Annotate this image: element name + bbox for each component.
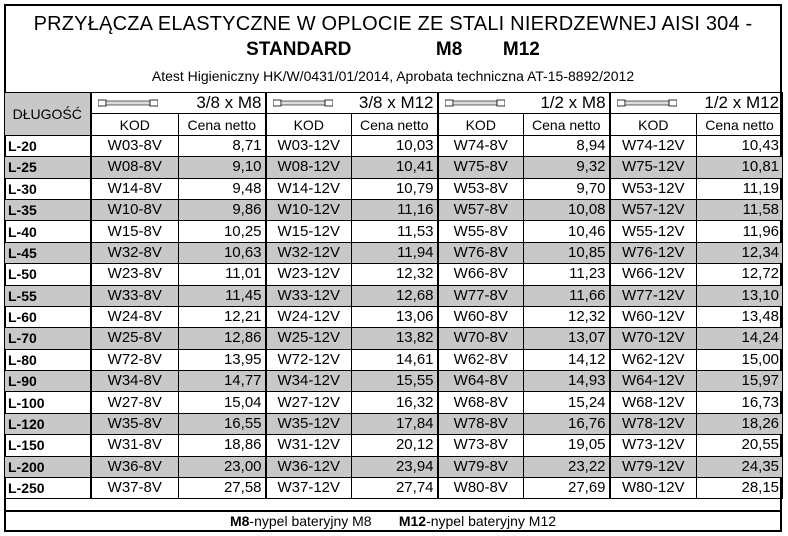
- kod-cell: W74-8V: [438, 135, 524, 156]
- kod-header: KOD: [438, 114, 524, 135]
- kod-cell: W73-8V: [438, 435, 524, 456]
- price-cell: 11,66: [524, 285, 610, 306]
- kod-cell: W34-12V: [266, 371, 352, 392]
- length-cell: L-50: [5, 264, 91, 285]
- footer-legend: [4, 510, 782, 532]
- price-cell: 12,32: [352, 264, 438, 285]
- hose-icon: [617, 99, 677, 107]
- price-cell: 19,05: [524, 435, 610, 456]
- kod-cell: W76-8V: [438, 242, 524, 263]
- length-cell: L-150: [5, 435, 91, 456]
- price-cell: 14,93: [524, 371, 610, 392]
- price-cell: 10,08: [524, 199, 610, 220]
- product-name: 3/8 x M8: [196, 93, 262, 113]
- title-standard: STANDARD: [246, 39, 352, 60]
- product-header: [610, 93, 783, 114]
- kod-cell: W31-12V: [266, 435, 352, 456]
- footer-m8-code: M8: [229, 513, 250, 529]
- price-cell: 11,19: [697, 178, 783, 199]
- hose-icon: [98, 99, 158, 107]
- kod-cell: W55-8V: [438, 221, 524, 242]
- kod-header: KOD: [266, 114, 352, 135]
- price-cell: 16,32: [352, 392, 438, 413]
- kod-cell: W14-12V: [266, 178, 352, 199]
- length-cell: L-70: [5, 328, 91, 349]
- price-header: Cena netto: [179, 114, 266, 135]
- price-cell: 8,94: [524, 135, 610, 156]
- table-row: [5, 456, 783, 477]
- kod-cell: W80-12V: [610, 478, 697, 499]
- price-cell: 10,46: [524, 221, 610, 242]
- kod-cell: W15-12V: [266, 221, 352, 242]
- price-cell: 24,35: [697, 456, 783, 477]
- kod-cell: W53-12V: [610, 178, 697, 199]
- kod-cell: W79-12V: [610, 456, 697, 477]
- price-header: Cena netto: [697, 114, 783, 135]
- price-cell: 10,25: [179, 221, 266, 242]
- kod-cell: W32-12V: [266, 242, 352, 263]
- kod-cell: W53-8V: [438, 178, 524, 199]
- kod-cell: W80-8V: [438, 478, 524, 499]
- kod-cell: W74-12V: [610, 135, 697, 156]
- kod-cell: W78-12V: [610, 413, 697, 434]
- kod-cell: W10-12V: [266, 199, 352, 220]
- price-cell: 15,00: [697, 349, 783, 370]
- price-cell: 13,06: [352, 306, 438, 327]
- price-cell: 11,53: [352, 221, 438, 242]
- price-cell: 11,45: [179, 285, 266, 306]
- kod-cell: W70-12V: [610, 328, 697, 349]
- kod-cell: W15-8V: [91, 221, 179, 242]
- length-cell: L-80: [5, 349, 91, 370]
- length-cell: L-90: [5, 371, 91, 392]
- kod-cell: W37-12V: [266, 478, 352, 499]
- price-cell: 10,63: [179, 242, 266, 263]
- kod-cell: W08-12V: [266, 157, 352, 178]
- kod-cell: W66-8V: [438, 264, 524, 285]
- price-cell: 13,07: [524, 328, 610, 349]
- price-cell: 9,70: [524, 178, 610, 199]
- kod-cell: W36-8V: [91, 456, 179, 477]
- price-cell: 10,85: [524, 242, 610, 263]
- title-line-1: PRZYŁĄCZA ELASTYCZNE W OPLOCIE ZE STALI NIERDZEWNEJ AISI 304 -: [33, 13, 753, 35]
- length-cell: L-100: [5, 392, 91, 413]
- kod-cell: W32-8V: [91, 242, 179, 263]
- title-m12: M12: [502, 39, 540, 60]
- table-row: [5, 199, 783, 220]
- price-cell: 27,69: [524, 478, 610, 499]
- length-cell: L-120: [5, 413, 91, 434]
- price-cell: 14,61: [352, 349, 438, 370]
- document-header: [4, 4, 782, 90]
- table-row: [5, 413, 783, 434]
- length-cell: L-30: [5, 178, 91, 199]
- price-cell: 16,55: [179, 413, 266, 434]
- price-cell: 9,10: [179, 157, 266, 178]
- price-cell: 20,55: [697, 435, 783, 456]
- kod-cell: W62-12V: [610, 349, 697, 370]
- kod-cell: W24-12V: [266, 306, 352, 327]
- kod-cell: W37-8V: [91, 478, 179, 499]
- kod-cell: W35-12V: [266, 413, 352, 434]
- table-row: [5, 285, 783, 306]
- product-header: [91, 93, 266, 114]
- footer-m12-desc: -nypel bateryjny M12: [426, 513, 557, 529]
- price-cell: 9,86: [179, 199, 266, 220]
- price-cell: 13,95: [179, 349, 266, 370]
- table-row: [5, 135, 783, 156]
- kod-cell: W14-8V: [91, 178, 179, 199]
- kod-cell: W36-12V: [266, 456, 352, 477]
- price-cell: 13,82: [352, 328, 438, 349]
- kod-cell: W64-12V: [610, 371, 697, 392]
- footer-m12-code: M12: [398, 513, 427, 529]
- kod-cell: W57-8V: [438, 199, 524, 220]
- kod-cell: W66-12V: [610, 264, 697, 285]
- kod-cell: W62-8V: [438, 349, 524, 370]
- product-name: 1/2 x M12: [704, 93, 780, 113]
- price-cell: 23,00: [179, 456, 266, 477]
- kod-cell: W60-12V: [610, 306, 697, 327]
- kod-cell: W75-12V: [610, 157, 697, 178]
- price-cell: 12,21: [179, 306, 266, 327]
- price-cell: 15,24: [524, 392, 610, 413]
- kod-cell: W33-8V: [91, 285, 179, 306]
- kod-cell: W76-12V: [610, 242, 697, 263]
- length-cell: L-35: [5, 199, 91, 220]
- price-header: Cena netto: [524, 114, 610, 135]
- length-cell: L-60: [5, 306, 91, 327]
- price-cell: 14,12: [524, 349, 610, 370]
- product-name: 3/8 x M12: [358, 93, 434, 113]
- kod-cell: W75-8V: [438, 157, 524, 178]
- kod-cell: W23-12V: [266, 264, 352, 285]
- kod-cell: W60-8V: [438, 306, 524, 327]
- kod-cell: W77-8V: [438, 285, 524, 306]
- length-header: DŁUGOŚĆ: [5, 93, 91, 136]
- price-cell: 11,23: [524, 264, 610, 285]
- kod-cell: W35-8V: [91, 413, 179, 434]
- price-table: [4, 92, 783, 499]
- price-cell: 15,04: [179, 392, 266, 413]
- kod-cell: W57-12V: [610, 199, 697, 220]
- attest-line: Atest Higieniczny HK/W/0431/01/2014, Aprobata techniczna AT-15-8892/2012: [151, 68, 635, 84]
- product-header: [438, 93, 610, 114]
- price-cell: 13,48: [697, 306, 783, 327]
- price-cell: 11,16: [352, 199, 438, 220]
- price-cell: 11,94: [352, 242, 438, 263]
- kod-cell: W64-8V: [438, 371, 524, 392]
- table-row: [5, 221, 783, 242]
- price-cell: 10,81: [697, 157, 783, 178]
- price-cell: 17,84: [352, 413, 438, 434]
- title-m8: M8: [435, 39, 463, 60]
- price-cell: 20,12: [352, 435, 438, 456]
- price-cell: 9,48: [179, 178, 266, 199]
- price-cell: 11,01: [179, 264, 266, 285]
- table-row: [5, 349, 783, 370]
- price-cell: 16,73: [697, 392, 783, 413]
- product-name: 1/2 x M8: [540, 93, 606, 113]
- kod-cell: W25-8V: [91, 328, 179, 349]
- kod-cell: W25-12V: [266, 328, 352, 349]
- price-cell: 15,97: [697, 371, 783, 392]
- length-cell: L-40: [5, 221, 91, 242]
- kod-cell: W10-8V: [91, 199, 179, 220]
- kod-cell: W72-8V: [91, 349, 179, 370]
- price-cell: 14,77: [179, 371, 266, 392]
- table-row: [5, 435, 783, 456]
- price-cell: 15,55: [352, 371, 438, 392]
- length-cell: L-250: [5, 478, 91, 499]
- price-cell: 9,32: [524, 157, 610, 178]
- kod-cell: W31-8V: [91, 435, 179, 456]
- kod-cell: W03-8V: [91, 135, 179, 156]
- product-header: [266, 93, 438, 114]
- kod-cell: W68-12V: [610, 392, 697, 413]
- kod-cell: W23-8V: [91, 264, 179, 285]
- price-cell: 10,03: [352, 135, 438, 156]
- length-cell: L-45: [5, 242, 91, 263]
- price-cell: 12,86: [179, 328, 266, 349]
- table-row: [5, 371, 783, 392]
- length-cell: L-20: [5, 135, 91, 156]
- table-row: [5, 306, 783, 327]
- price-cell: 27,74: [352, 478, 438, 499]
- price-cell: 12,68: [352, 285, 438, 306]
- price-cell: 23,22: [524, 456, 610, 477]
- hose-icon: [273, 99, 333, 107]
- kod-cell: W27-12V: [266, 392, 352, 413]
- kod-cell: W24-8V: [91, 306, 179, 327]
- kod-cell: W08-8V: [91, 157, 179, 178]
- price-cell: 23,94: [352, 456, 438, 477]
- price-cell: 12,72: [697, 264, 783, 285]
- kod-cell: W70-8V: [438, 328, 524, 349]
- price-cell: 10,43: [697, 135, 783, 156]
- length-cell: L-55: [5, 285, 91, 306]
- length-cell: L-200: [5, 456, 91, 477]
- table-row: [5, 264, 783, 285]
- kod-cell: W78-8V: [438, 413, 524, 434]
- price-cell: 12,34: [697, 242, 783, 263]
- price-cell: 12,32: [524, 306, 610, 327]
- price-cell: 28,15: [697, 478, 783, 499]
- price-cell: 16,76: [524, 413, 610, 434]
- kod-cell: W77-12V: [610, 285, 697, 306]
- price-cell: 27,58: [179, 478, 266, 499]
- title-line-2: [4, 39, 782, 61]
- length-cell: L-25: [5, 157, 91, 178]
- hose-icon: [445, 99, 505, 107]
- kod-cell: W27-8V: [91, 392, 179, 413]
- kod-cell: W72-12V: [266, 349, 352, 370]
- price-cell: 10,41: [352, 157, 438, 178]
- price-cell: 11,58: [697, 199, 783, 220]
- table-row: [5, 478, 783, 499]
- kod-cell: W03-12V: [266, 135, 352, 156]
- table-row: [5, 328, 783, 349]
- table-body: [5, 135, 783, 499]
- table-row: [5, 157, 783, 178]
- price-cell: 18,26: [697, 413, 783, 434]
- price-header: Cena netto: [352, 114, 438, 135]
- table-row: [5, 242, 783, 263]
- kod-cell: W79-8V: [438, 456, 524, 477]
- price-cell: 10,79: [352, 178, 438, 199]
- price-cell: 18,86: [179, 435, 266, 456]
- price-cell: 14,24: [697, 328, 783, 349]
- kod-cell: W55-12V: [610, 221, 697, 242]
- kod-header: KOD: [91, 114, 179, 135]
- kod-cell: W68-8V: [438, 392, 524, 413]
- kod-header: KOD: [610, 114, 697, 135]
- kod-cell: W34-8V: [91, 371, 179, 392]
- kod-cell: W33-12V: [266, 285, 352, 306]
- kod-cell: W73-12V: [610, 435, 697, 456]
- table-row: [5, 392, 783, 413]
- price-cell: 13,10: [697, 285, 783, 306]
- footer-m8-desc: -nypel bateryjny M8: [249, 513, 372, 529]
- price-cell: 11,96: [697, 221, 783, 242]
- table-row: [5, 178, 783, 199]
- price-cell: 8,71: [179, 135, 266, 156]
